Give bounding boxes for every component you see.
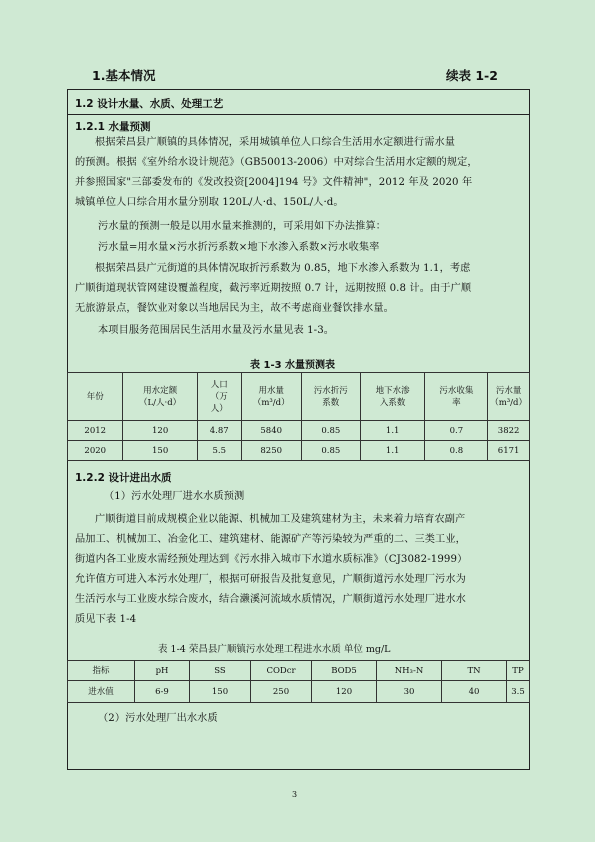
table-cell: 4.87: [197, 421, 241, 441]
header-cell: 用水定额 （L/人·d）: [123, 373, 197, 421]
p1-line-3: 并参照国家"三部委发布的《发改投资[2004]194 号》文件精神"，2012 年及 2020 年: [75, 177, 473, 188]
header-cell: TP: [507, 661, 530, 681]
table-cell: 120: [123, 421, 197, 441]
section-title: 1.2 设计水量、水质、处理工艺: [75, 98, 224, 110]
table-cell: 6171: [488, 441, 530, 461]
table-cell: 5840: [241, 421, 301, 441]
header-cell: 污水折污 系数: [301, 373, 360, 421]
table-cell: 进水值: [68, 681, 135, 703]
header-cell: 污水量 （m³/d）: [488, 373, 530, 421]
formula: 污水量=用水量×污水折污系数×地下水渗入系数×污水收集率: [98, 242, 380, 253]
table-header-row: [68, 373, 530, 421]
header-cell: 污水收集 率: [425, 373, 488, 421]
header-continued-table: 续表 1-2: [446, 68, 498, 83]
header-cell: 地下水渗 入系数: [360, 373, 425, 421]
table-cell: 150: [190, 681, 251, 703]
table-row: [68, 441, 530, 461]
header-cell: SS: [190, 661, 251, 681]
p6-line-6: 质见下表 1-4: [75, 614, 137, 625]
p6-line-1: 广顺街道目前成规模企业以能源、机械加工及建筑建材为主，未来着力培育农副产: [95, 514, 466, 525]
item-effluent-quality: （2）污水处理厂出水水质: [98, 713, 218, 724]
paragraph-6: [75, 510, 467, 630]
table-row: [68, 421, 530, 441]
paragraph-2: 污水量的预测一般是以用水量来推测的，可采用如下办法推算：: [98, 221, 387, 232]
header-cell: pH: [135, 661, 190, 681]
item-influent-prediction: （1）污水处理厂进水水质预测: [104, 491, 245, 502]
table-cell: 1.1: [360, 421, 425, 441]
header-section-title: 1.基本情况: [92, 68, 156, 83]
table-header-row: [68, 661, 530, 681]
header-cell: 年份: [68, 373, 123, 421]
table-1-3-caption: 表 1-3 水量预测表: [250, 360, 336, 371]
p4-line-3: 无旅游景点，餐饮业对象以当地居民为主，故不考虑商业餐饮排水量。: [75, 303, 394, 314]
p4-line-2: 广顺街道现状管网建设覆盖程度，截污率近期按照 0.7 计，远期按照 0.8 计。由于广顺: [75, 283, 472, 294]
table-cell: 3822: [488, 421, 530, 441]
table-cell: 0.8: [425, 441, 488, 461]
p6-line-5: 生活污水与工业废水综合废水，结合濑溪河流域水质情况，广顺街道污水处理厂进水水: [75, 594, 466, 605]
page-number: 3: [292, 790, 298, 799]
table-cell: 1.1: [360, 441, 425, 461]
table-1-4-caption: 表 1-4 荣昌县广顺镇污水处理工程进水水质 单位 mg/L: [158, 644, 391, 655]
p4-line-1: 根据荣昌县广元街道的具体情况取折污系数为 0.85，地下水渗入系数为 1.1，考虑: [95, 263, 471, 274]
header-cell: NH₃-N: [377, 661, 442, 681]
header-cell: TN: [442, 661, 507, 681]
paragraph-1: [75, 133, 478, 213]
table-cell: 150: [123, 441, 197, 461]
paragraph-5: 本项目服务范围居民生活用水量及污水量见表 1-3。: [98, 325, 335, 336]
table-cell: 40: [442, 681, 507, 703]
subsection-water-volume: 1.2.1 水量预测: [75, 121, 151, 133]
table-cell: 0.7: [425, 421, 488, 441]
divider: [67, 114, 530, 115]
table-cell: 8250: [241, 441, 301, 461]
table-cell: 3.5: [507, 681, 530, 703]
header-cell: BOD5: [312, 661, 377, 681]
table-cell: 6-9: [135, 681, 190, 703]
p6-line-2: 品加工、机械加工、冶金化工、建筑建材、能源矿产等污染较为严重的二、三类工业，: [75, 534, 466, 545]
table-cell: 0.85: [301, 421, 360, 441]
paragraph-4: [75, 259, 471, 319]
table-cell: 120: [312, 681, 377, 703]
table-cell: 2012: [68, 421, 123, 441]
header-cell: 指标: [68, 661, 135, 681]
p1-line-4: 城镇单位人口综合用水量分别取 120L/人·d、150L/人·d。: [75, 197, 344, 208]
table-row: [68, 681, 530, 703]
table-cell: 30: [377, 681, 442, 703]
p6-line-4: 允许值方可进入本污水处理厂，根据可研报告及批复意见，广顺街道污水处理厂污水为: [75, 574, 466, 585]
table-cell: 5.5: [197, 441, 241, 461]
table-cell: 250: [251, 681, 312, 703]
p1-line-1: 根据荣昌县广顺镇的具体情况，采用城镇单位人口综合生活用水定额进行需水量: [95, 137, 456, 148]
p1-line-2: 的预测。根据《室外给水设计规范》（GB50013-2006）中对综合生活用水定额的规定，: [75, 157, 478, 168]
subsection-water-quality: 1.2.2 设计进出水质: [75, 472, 172, 484]
header-cell: 用水量 （m³/d）: [241, 373, 301, 421]
header-cell: 人口 （万 人）: [197, 373, 241, 421]
influent-quality-table: [67, 660, 530, 703]
header-cell: CODcr: [251, 661, 312, 681]
water-volume-table: [67, 372, 530, 461]
table-cell: 2020: [68, 441, 123, 461]
table-cell: 0.85: [301, 441, 360, 461]
p6-line-3: 街道内各工业废水需经预处理达到《污水排入城市下水道水质标准》（CJ3082-1999）: [75, 554, 468, 565]
